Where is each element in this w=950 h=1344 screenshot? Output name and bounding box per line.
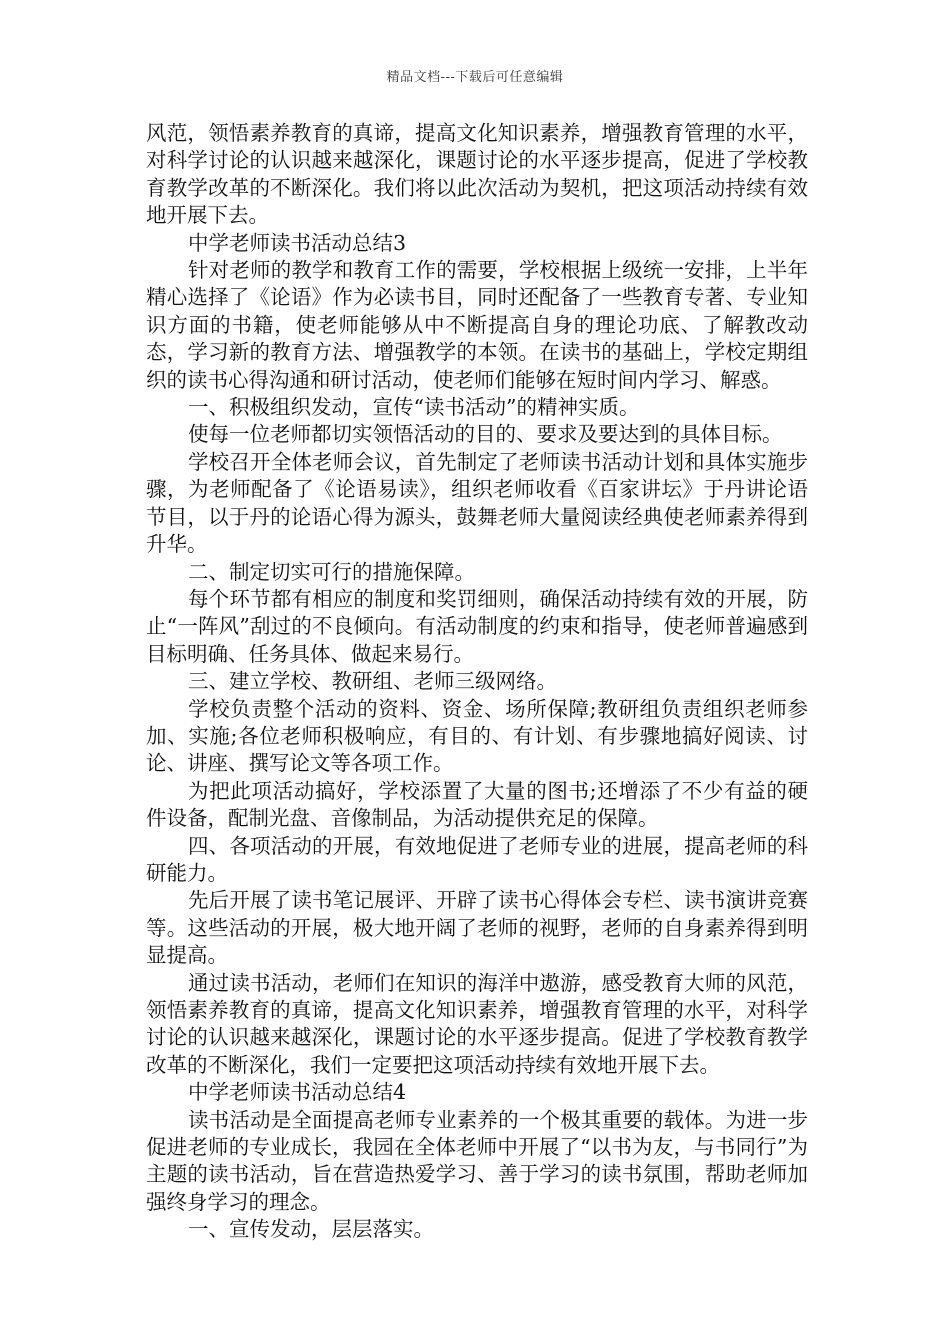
paragraph: 学校召开全体老师会议，首先制定了老师读书活动计划和具体实施步骤，为老师配备了《论语易读》，组织老师收看《百家讲坛》于丹讲论语节目，以于丹的论语心得为源头，鼓舞老师大量阅读经典使老师素养得到升华。 <box>146 449 808 557</box>
page-header: 精品文档---下载后可任意编辑 <box>386 70 564 85</box>
paragraph: 针对老师的教学和教育工作的需要，学校根据上级统一安排，上半年精心选择了《论语》作为必读书目，同时还配备了一些教育专著、专业知识方面的书籍，使老师能够从中不断提高自身的理论功底、了解教改动态，学习新的教育方法、增强教学的本领。在读书的基础上，学校定期组织的读书心得沟通和研讨活动，使老师们能够在短时间内学习、解惑。 <box>146 258 808 392</box>
paragraph: 三、建立学校、教研组、老师三级网络。 <box>188 669 557 694</box>
paragraph: 为把此项活动搞好，学校添置了大量的图书;还增添了不少有益的硬件设备，配制光盘、音像制品，为活动提供充足的保障。 <box>146 778 808 831</box>
document-body <box>146 120 808 1244</box>
paragraph: 使每一位老师都切实领悟活动的目的、要求及要达到的具体目标。 <box>188 422 783 447</box>
section-heading: 中学老师读书活动总结3 <box>188 230 407 255</box>
paragraph: 风范，领悟素养教育的真谛，提高文化知识素养，增强教育管理的水平，对科学讨论的认识越来越深化，课题讨论的水平逐步提高，促进了学校教育教学改革的不断深化。我们将以此次活动为契机，把这项活动持续有效地开展下去。 <box>146 121 808 228</box>
paragraph: 读书活动是全面提高老师专业素养的一个极其重要的载体。为进一步促进老师的专业成长，我园在全体老师中开展了“以书为友，与书同行”为主题的读书活动，旨在营造热爱学习、善于学习的读书氛围，帮助老师加强终身学习的理念。 <box>146 1107 808 1214</box>
paragraph: 先后开展了读书笔记展评、开辟了读书心得体会专栏、读书演讲竞赛等。这些活动的开展，极大地开阔了老师的视野，老师的自身素养得到明显提高。 <box>146 888 808 968</box>
paragraph: 学校负责整个活动的资料、资金、场所保障;教研组负责组织老师参加、实施;各位老师积极响应，有目的、有计划、有步骤地搞好阅读、讨论、讲座、撰写论文等各项工作。 <box>146 696 808 776</box>
section-heading: 中学老师读书活动总结4 <box>188 1080 407 1105</box>
paragraph: 四、各项活动的开展，有效地促进了老师专业的进展，提高老师的科研能力。 <box>146 833 808 885</box>
paragraph: 二、制定切实可行的措施保障。 <box>188 559 475 584</box>
paragraph: 一、积极组织发动，宣传“读书活动”的精神实质。 <box>188 395 640 420</box>
paragraph: 通过读书活动，老师们在知识的海洋中遨游，感受教育大师的风范，领悟素养教育的真谛，提高文化知识素养，增强教育管理的水平，对科学讨论的认识越来越深化，课题讨论的水平逐步提高。促进了学校教育教学改革的不断深化，我们一定要把这项活动持续有效地开展下去。 <box>146 970 808 1077</box>
paragraph: 每个环节都有相应的制度和奖罚细则，确保活动持续有效的开展，防止“一阵风”刮过的不良倾向。有活动制度的约束和指导，使老师普遍感到目标明确、任务具体、做起来易行。 <box>146 586 808 666</box>
paragraph: 一、宣传发动，层层落实。 <box>188 1217 434 1242</box>
